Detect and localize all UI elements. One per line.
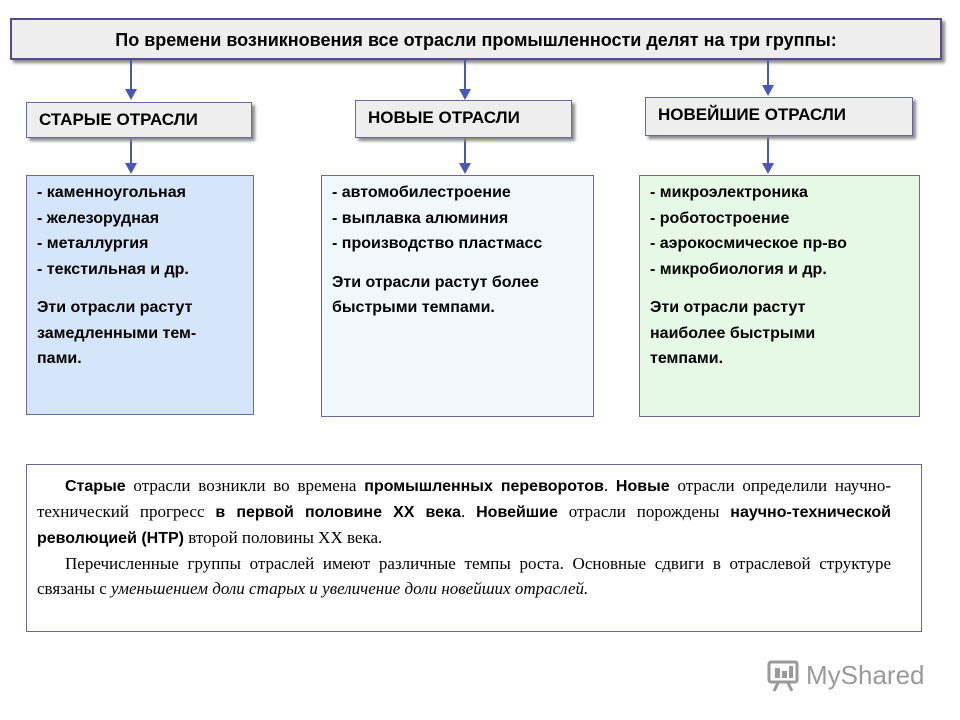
summary-text: Перечисленные группы отраслей имеют различные темпы роста. Основные сдвиги в отраслевой структуре связаны с bbox=[37, 554, 891, 598]
heading-newest-industries: НОВЕЙШИЕ ОТРАСЛИ bbox=[645, 97, 913, 136]
summary-text: . bbox=[460, 502, 477, 521]
list-item: - микроэлектроника bbox=[650, 184, 808, 201]
summary-paragraph-2 bbox=[37, 551, 891, 601]
list-item: - автомобилестроение bbox=[332, 184, 511, 201]
growth-note bbox=[37, 295, 243, 372]
list-item: - каменноугольная bbox=[37, 184, 186, 201]
growth-note bbox=[332, 270, 583, 321]
new-industries-box bbox=[321, 175, 594, 417]
list-item: - выплавка алюминия bbox=[332, 209, 509, 227]
old-industries-box bbox=[26, 175, 254, 415]
page-title: По времени возникновения все отрасли промышленности делят на три группы: bbox=[10, 18, 942, 60]
summary-box bbox=[26, 464, 922, 632]
newest-industries-box bbox=[639, 175, 920, 417]
note-line: Эти отрасли растут более bbox=[332, 273, 539, 291]
term-new: Новые bbox=[615, 478, 670, 495]
note-line: Эти отрасли растут bbox=[37, 299, 193, 316]
note-line: Эти отрасли растут bbox=[650, 299, 806, 316]
term-newest: Новейшие bbox=[476, 504, 558, 521]
term-industrial-revolutions: промышленных переворотов bbox=[364, 478, 604, 495]
list-item: - производство пластмасс bbox=[332, 235, 543, 252]
list-item: - роботостроение bbox=[650, 209, 790, 227]
arrow-newest-heading-to-list bbox=[762, 136, 774, 174]
arrow-old-heading-to-list bbox=[125, 138, 137, 174]
summary-text: отрасли возникли во времена bbox=[125, 476, 365, 495]
note-line: пами. bbox=[37, 350, 82, 367]
summary-text: отрасли определили научно-технический прогресс bbox=[37, 476, 891, 521]
myshared-logo-text: MyShared bbox=[806, 660, 925, 690]
note-line: быстрыми темпами. bbox=[332, 299, 495, 316]
summary-paragraph-1 bbox=[37, 473, 891, 551]
arrow-title-to-new bbox=[459, 60, 471, 100]
term-str: научно-технической революцией (НТР) bbox=[37, 504, 892, 547]
term-first-half-20th-century: в первой половине ХХ века bbox=[215, 504, 461, 521]
list-item: - железорудная bbox=[37, 209, 160, 227]
summary-italic-text: уменьшением доли старых и увеличение доли новейших отраслей. bbox=[111, 579, 589, 598]
heading-old-industries: СТАРЫЕ ОТРАСЛИ bbox=[26, 102, 252, 138]
list-item: - аэрокосмическое пр-во bbox=[650, 235, 847, 252]
arrow-title-to-old bbox=[125, 60, 137, 100]
note-line: темпами. bbox=[650, 350, 724, 367]
myshared-logo bbox=[766, 656, 936, 694]
arrow-title-to-newest bbox=[762, 60, 774, 96]
heading-new-industries: НОВЫЕ ОТРАСЛИ bbox=[355, 100, 572, 138]
arrow-new-heading-to-list bbox=[459, 138, 471, 174]
growth-note bbox=[650, 295, 909, 372]
note-line: наиболее быстрыми bbox=[650, 324, 816, 342]
list-item: - текстильная и др. bbox=[37, 260, 189, 278]
summary-text: второй половины ХХ века. bbox=[184, 528, 383, 547]
summary-text: . bbox=[603, 476, 616, 495]
summary-text: отрасли порождены bbox=[557, 502, 731, 521]
term-old: Старые bbox=[65, 478, 126, 495]
list-item: - микробиология и др. bbox=[650, 260, 827, 278]
presentation-board-icon bbox=[766, 658, 800, 692]
note-line: замедленными тем- bbox=[37, 324, 197, 342]
list-item: - металлургия bbox=[37, 235, 149, 252]
